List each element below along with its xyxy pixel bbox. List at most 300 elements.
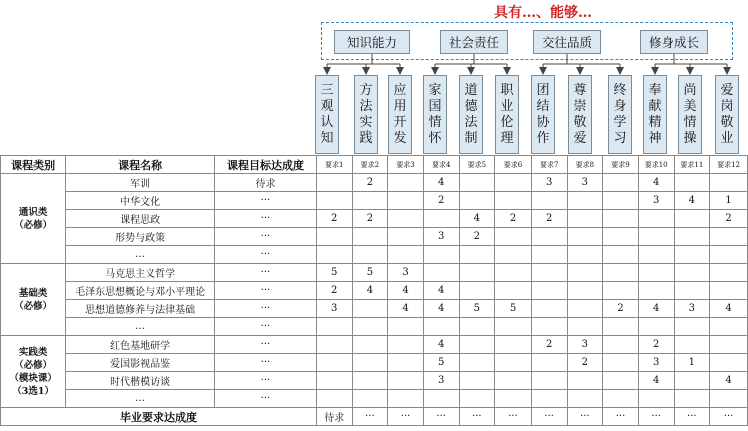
requirement-char: 协 — [536, 114, 550, 130]
requirement-value-cell — [316, 246, 352, 264]
requirement-value-cell — [459, 318, 495, 336]
course-name-cell: 红色基地研学 — [66, 336, 215, 354]
requirement-value-cell — [495, 318, 532, 336]
requirement-value-cell — [638, 228, 674, 246]
course-name-cell: … — [66, 246, 215, 264]
requirement-value-cell — [674, 390, 710, 408]
requirement-value-cell — [388, 372, 424, 390]
requirement-value-cell — [459, 246, 495, 264]
requirement-char: 尊 — [573, 82, 587, 98]
achievement-degree-cell: ··· — [215, 264, 317, 282]
table-row — [1, 264, 748, 282]
requirement-char: 国 — [428, 98, 442, 114]
requirement-value-cell — [459, 174, 495, 192]
achievement-degree-cell: ··· — [215, 210, 317, 228]
requirement-value-cell — [603, 264, 639, 282]
requirement-char: 认 — [320, 114, 334, 130]
requirement-box-9 — [608, 75, 632, 154]
requirement-box-5 — [459, 75, 483, 154]
requirement-value-cell — [567, 318, 603, 336]
requirement-value-cell — [710, 228, 748, 246]
requirement-char: 应 — [393, 82, 407, 98]
requirement-char: 结 — [536, 98, 550, 114]
requirement-value-cell: 4 — [638, 300, 674, 318]
requirement-char: 岗 — [720, 98, 734, 114]
requirement-value-cell — [423, 264, 459, 282]
requirement-value-cell — [459, 336, 495, 354]
requirement-value-cell — [388, 390, 424, 408]
header-achievement-degree: 课程目标达成度 — [215, 156, 317, 174]
requirement-value-cell — [638, 390, 674, 408]
requirement-char: 奉 — [648, 82, 662, 98]
requirement-value-cell — [388, 336, 424, 354]
header-course-type: 课程类别 — [1, 156, 66, 174]
course-type-cell — [1, 264, 66, 336]
achievement-degree-cell: ··· — [215, 192, 317, 210]
graduation-achievement-value: ··· — [352, 408, 388, 426]
requirement-char: 制 — [464, 130, 478, 146]
course-name-cell: … — [66, 318, 215, 336]
requirement-value-cell: 4 — [459, 210, 495, 228]
requirement-box-6 — [495, 75, 519, 154]
requirement-value-cell: 4 — [352, 282, 388, 300]
requirement-value-cell — [567, 228, 603, 246]
requirement-value-cell: 2 — [531, 210, 567, 228]
requirement-value-cell: 2 — [316, 282, 352, 300]
requirement-char: 爱 — [573, 130, 587, 146]
requirement-value-cell — [423, 210, 459, 228]
achievement-degree-cell: ··· — [215, 300, 317, 318]
requirement-value-cell — [495, 354, 532, 372]
table-row — [1, 336, 748, 354]
requirement-value-cell: 4 — [423, 336, 459, 354]
requirement-char: 业 — [720, 130, 734, 146]
graduation-achievement-value: ··· — [674, 408, 710, 426]
table-row — [1, 318, 748, 336]
header-course-name: 课程名称 — [66, 156, 215, 174]
requirement-value-cell: 4 — [423, 282, 459, 300]
requirement-value-cell — [603, 282, 639, 300]
requirement-value-cell: 3 — [674, 300, 710, 318]
course-name-cell: 军训 — [66, 174, 215, 192]
table-row — [1, 192, 748, 210]
requirement-char: 践 — [359, 130, 373, 146]
requirement-value-cell — [567, 264, 603, 282]
requirement-value-cell — [388, 192, 424, 210]
table-row — [1, 354, 748, 372]
requirement-value-cell — [603, 372, 639, 390]
requirement-value-cell — [388, 228, 424, 246]
table-row — [1, 390, 748, 408]
requirement-value-cell — [567, 300, 603, 318]
requirement-value-cell — [603, 210, 639, 228]
course-type-line: （3选1） — [12, 385, 54, 397]
requirement-value-cell — [674, 246, 710, 264]
achievement-degree-cell: ··· — [215, 246, 317, 264]
requirement-value-cell — [674, 228, 710, 246]
requirement-value-cell — [316, 192, 352, 210]
graduation-achievement-value: ··· — [531, 408, 567, 426]
course-type-cell — [1, 174, 66, 264]
requirement-char: 献 — [648, 98, 662, 114]
course-type-cell — [1, 336, 66, 408]
requirement-box-7 — [531, 75, 555, 154]
requirement-char: 敬 — [720, 114, 734, 130]
requirement-value-cell — [710, 282, 748, 300]
requirement-value-cell — [567, 390, 603, 408]
requirement-value-cell: 2 — [316, 210, 352, 228]
requirement-value-cell — [352, 372, 388, 390]
header-requirement-2: 要求2 — [352, 156, 388, 174]
requirement-value-cell — [710, 264, 748, 282]
requirement-value-cell — [674, 336, 710, 354]
requirement-value-cell — [495, 372, 532, 390]
header-requirement-6: 要求6 — [495, 156, 532, 174]
achievement-degree-cell: ··· — [215, 318, 317, 336]
course-name-cell: 思想道德修养与法律基础 — [66, 300, 215, 318]
graduation-achievement-value: ··· — [710, 408, 748, 426]
achievement-degree-cell: 待求 — [215, 174, 317, 192]
requirement-value-cell — [459, 390, 495, 408]
requirement-value-cell — [710, 246, 748, 264]
graduation-achievement-value: ··· — [638, 408, 674, 426]
course-type-line: （必修） — [14, 359, 53, 371]
course-name-cell: … — [66, 390, 215, 408]
requirement-char: 用 — [393, 98, 407, 114]
graduation-achievement-label: 毕业要求达成度 — [1, 408, 317, 426]
requirement-value-cell: 3 — [423, 372, 459, 390]
requirement-value-cell: 1 — [710, 192, 748, 210]
requirement-value-cell — [531, 282, 567, 300]
requirement-char: 职 — [500, 82, 514, 98]
requirement-box-12 — [715, 75, 739, 154]
requirement-value-cell: 3 — [388, 264, 424, 282]
table-row — [1, 246, 748, 264]
requirement-value-cell — [567, 372, 603, 390]
requirement-value-cell — [674, 210, 710, 228]
requirement-value-cell — [603, 228, 639, 246]
requirement-value-cell — [710, 354, 748, 372]
requirement-value-cell — [531, 192, 567, 210]
requirement-value-cell — [638, 318, 674, 336]
requirement-value-cell — [459, 372, 495, 390]
requirement-box-4 — [423, 75, 447, 154]
requirement-value-cell — [603, 390, 639, 408]
requirement-value-cell — [531, 300, 567, 318]
requirement-char: 终 — [613, 82, 627, 98]
requirement-char: 尚 — [683, 82, 697, 98]
table-row — [1, 228, 748, 246]
requirement-char: 身 — [613, 98, 627, 114]
requirement-value-cell: 5 — [423, 354, 459, 372]
table-row — [1, 282, 748, 300]
requirement-value-cell: 4 — [674, 192, 710, 210]
achievement-degree-cell: ··· — [215, 336, 317, 354]
requirement-value-cell — [316, 318, 352, 336]
requirement-value-cell: 2 — [423, 192, 459, 210]
course-name-cell: 时代楷模访谈 — [66, 372, 215, 390]
requirement-value-cell: 5 — [316, 264, 352, 282]
requirement-char: 学 — [613, 114, 627, 130]
requirement-value-cell — [531, 246, 567, 264]
requirement-value-cell: 5 — [352, 264, 388, 282]
requirement-char: 爱 — [720, 82, 734, 98]
header-requirement-4: 要求4 — [423, 156, 459, 174]
requirement-value-cell — [316, 174, 352, 192]
requirement-value-cell — [316, 372, 352, 390]
requirement-value-cell — [531, 354, 567, 372]
table-row — [1, 210, 748, 228]
category-knowledge-ability: 知识能力 — [334, 30, 410, 54]
requirement-char: 情 — [683, 114, 697, 130]
requirement-value-cell — [531, 372, 567, 390]
requirement-char: 怀 — [428, 130, 442, 146]
requirement-value-cell — [352, 192, 388, 210]
requirement-value-cell — [531, 318, 567, 336]
achievement-degree-cell: ··· — [215, 282, 317, 300]
requirement-value-cell — [603, 354, 639, 372]
category-self-growth: 修身成长 — [640, 30, 708, 54]
requirement-value-cell: 4 — [388, 282, 424, 300]
course-name-cell: 毛泽东思想概论与邓小平理论 — [66, 282, 215, 300]
requirement-char: 神 — [648, 130, 662, 146]
graduation-achievement-row — [1, 408, 748, 426]
graduation-achievement-value: ··· — [423, 408, 459, 426]
requirement-value-cell — [531, 264, 567, 282]
requirement-value-cell — [495, 228, 532, 246]
requirement-box-3 — [388, 75, 412, 154]
requirement-value-cell: 2 — [531, 336, 567, 354]
requirement-value-cell — [495, 282, 532, 300]
requirement-char: 精 — [648, 114, 662, 130]
requirement-value-cell: 5 — [495, 300, 532, 318]
requirement-value-cell — [674, 372, 710, 390]
requirement-value-cell — [352, 300, 388, 318]
requirement-value-cell — [316, 228, 352, 246]
requirement-value-cell — [638, 210, 674, 228]
requirement-value-cell: 4 — [638, 174, 674, 192]
requirement-value-cell: 2 — [710, 210, 748, 228]
header-requirement-5: 要求5 — [459, 156, 495, 174]
requirement-char: 知 — [320, 130, 334, 146]
requirement-value-cell: 4 — [388, 300, 424, 318]
requirement-value-cell: 3 — [567, 174, 603, 192]
requirement-value-cell — [388, 318, 424, 336]
requirement-value-cell — [316, 354, 352, 372]
requirement-box-2 — [354, 75, 378, 154]
graduation-achievement-value: ··· — [459, 408, 495, 426]
requirement-char: 团 — [536, 82, 550, 98]
requirement-value-cell — [352, 390, 388, 408]
requirement-value-cell — [352, 336, 388, 354]
requirement-box-1 — [315, 75, 339, 154]
requirement-value-cell — [638, 264, 674, 282]
course-matrix-table — [0, 155, 748, 426]
requirement-char: 三 — [320, 82, 334, 98]
table-row — [1, 300, 748, 318]
requirement-char: 情 — [428, 114, 442, 130]
requirement-value-cell — [495, 390, 532, 408]
course-type-line: （模块课） — [9, 372, 57, 384]
requirement-value-cell — [638, 246, 674, 264]
requirement-value-cell — [710, 174, 748, 192]
requirement-value-cell: 3 — [423, 228, 459, 246]
course-type-line: 通识类 — [18, 206, 48, 218]
requirement-value-cell: 3 — [567, 336, 603, 354]
requirement-value-cell — [352, 354, 388, 372]
course-name-cell: 课程思政 — [66, 210, 215, 228]
requirement-value-cell — [388, 354, 424, 372]
requirement-box-8 — [568, 75, 592, 154]
requirement-value-cell — [531, 228, 567, 246]
achievement-degree-cell: ··· — [215, 372, 317, 390]
requirement-char: 敬 — [573, 114, 587, 130]
course-type-line: 实践类 — [18, 346, 48, 358]
requirement-value-cell: 1 — [674, 354, 710, 372]
requirement-value-cell — [710, 390, 748, 408]
requirement-value-cell: 2 — [352, 210, 388, 228]
requirement-value-cell — [423, 318, 459, 336]
requirement-value-cell: 2 — [567, 354, 603, 372]
course-type-line: （必修） — [14, 300, 53, 312]
requirement-value-cell — [459, 264, 495, 282]
course-type-line: （必修） — [14, 219, 53, 231]
requirement-value-cell — [423, 390, 459, 408]
category-interpersonal-quality: 交往品质 — [533, 30, 601, 54]
requirement-value-cell — [316, 336, 352, 354]
requirement-value-cell — [531, 390, 567, 408]
requirement-char: 作 — [536, 130, 550, 146]
header-requirement-7: 要求7 — [531, 156, 567, 174]
requirement-value-cell — [495, 192, 532, 210]
requirement-value-cell — [603, 336, 639, 354]
requirement-value-cell — [567, 210, 603, 228]
requirement-value-cell — [710, 336, 748, 354]
requirement-char: 理 — [500, 130, 514, 146]
requirement-value-cell — [388, 210, 424, 228]
graduation-achievement-value: ··· — [603, 408, 639, 426]
requirement-char: 法 — [359, 98, 373, 114]
course-name-cell: 马克思主义哲学 — [66, 264, 215, 282]
requirement-char: 操 — [683, 130, 697, 146]
requirement-value-cell — [388, 246, 424, 264]
graduation-achievement-value: ··· — [567, 408, 603, 426]
requirement-value-cell — [674, 174, 710, 192]
requirement-char: 实 — [359, 114, 373, 130]
requirement-value-cell — [495, 246, 532, 264]
requirement-value-cell: 2 — [352, 174, 388, 192]
course-name-cell: 中华文化 — [66, 192, 215, 210]
requirement-char: 伦 — [500, 114, 514, 130]
course-type-line: 基础类 — [18, 287, 48, 299]
achievement-degree-cell: ··· — [215, 390, 317, 408]
requirement-char: 美 — [683, 98, 697, 114]
requirement-char: 观 — [320, 98, 334, 114]
diagram-title: 具有…、能够… — [494, 5, 592, 21]
requirement-value-cell: 4 — [423, 174, 459, 192]
table-header-row — [1, 156, 748, 174]
requirement-value-cell — [603, 174, 639, 192]
achievement-degree-cell: ··· — [215, 228, 317, 246]
requirement-char: 家 — [428, 82, 442, 98]
header-requirement-10: 要求10 — [638, 156, 674, 174]
requirement-value-cell — [638, 282, 674, 300]
requirement-value-cell — [352, 318, 388, 336]
requirement-value-cell — [603, 318, 639, 336]
requirement-value-cell — [352, 228, 388, 246]
requirement-value-cell — [352, 246, 388, 264]
achievement-degree-cell: ··· — [215, 354, 317, 372]
requirement-value-cell: 4 — [710, 372, 748, 390]
requirement-char: 业 — [500, 98, 514, 114]
requirement-char: 德 — [464, 98, 478, 114]
requirement-value-cell — [603, 192, 639, 210]
course-name-cell: 形势与政策 — [66, 228, 215, 246]
requirement-box-11 — [678, 75, 702, 154]
table-row — [1, 174, 748, 192]
requirement-value-cell: 3 — [638, 354, 674, 372]
category-social-responsibility: 社会责任 — [440, 30, 508, 54]
requirement-value-cell — [567, 246, 603, 264]
requirement-char: 道 — [464, 82, 478, 98]
requirement-char: 法 — [464, 114, 478, 130]
requirement-value-cell: 4 — [638, 372, 674, 390]
requirement-char: 开 — [393, 114, 407, 130]
requirement-value-cell — [316, 390, 352, 408]
requirement-value-cell: 4 — [710, 300, 748, 318]
requirement-value-cell: 4 — [423, 300, 459, 318]
header-requirement-3: 要求3 — [388, 156, 424, 174]
header-requirement-11: 要求11 — [674, 156, 710, 174]
requirement-value-cell — [495, 336, 532, 354]
requirement-value-cell: 3 — [316, 300, 352, 318]
requirement-value-cell — [603, 246, 639, 264]
requirement-value-cell — [495, 174, 532, 192]
requirement-char: 习 — [613, 130, 627, 146]
requirement-value-cell: 3 — [638, 192, 674, 210]
graduation-achievement-value: 待求 — [316, 408, 352, 426]
requirement-value-cell: 2 — [638, 336, 674, 354]
requirement-char: 崇 — [573, 98, 587, 114]
requirement-value-cell — [495, 264, 532, 282]
requirement-value-cell — [567, 282, 603, 300]
requirement-value-cell: 2 — [603, 300, 639, 318]
requirement-box-10 — [643, 75, 667, 154]
requirement-value-cell — [459, 354, 495, 372]
header-requirement-1: 要求1 — [316, 156, 352, 174]
header-requirement-9: 要求9 — [603, 156, 639, 174]
header-requirement-8: 要求8 — [567, 156, 603, 174]
table-row — [1, 372, 748, 390]
requirement-value-cell — [423, 246, 459, 264]
requirement-value-cell — [567, 192, 603, 210]
requirement-char: 方 — [359, 82, 373, 98]
requirement-value-cell — [388, 174, 424, 192]
requirement-value-cell: 2 — [495, 210, 532, 228]
requirement-value-cell — [674, 318, 710, 336]
requirement-value-cell — [674, 264, 710, 282]
requirement-value-cell — [674, 282, 710, 300]
requirement-value-cell: 5 — [459, 300, 495, 318]
header-requirement-12: 要求12 — [710, 156, 748, 174]
course-name-cell: 爱国影视品鉴 — [66, 354, 215, 372]
graduation-achievement-value: ··· — [495, 408, 532, 426]
requirement-value-cell — [459, 282, 495, 300]
requirement-value-cell: 3 — [531, 174, 567, 192]
requirement-value-cell: 2 — [459, 228, 495, 246]
requirement-value-cell — [459, 192, 495, 210]
requirement-char: 发 — [393, 130, 407, 146]
